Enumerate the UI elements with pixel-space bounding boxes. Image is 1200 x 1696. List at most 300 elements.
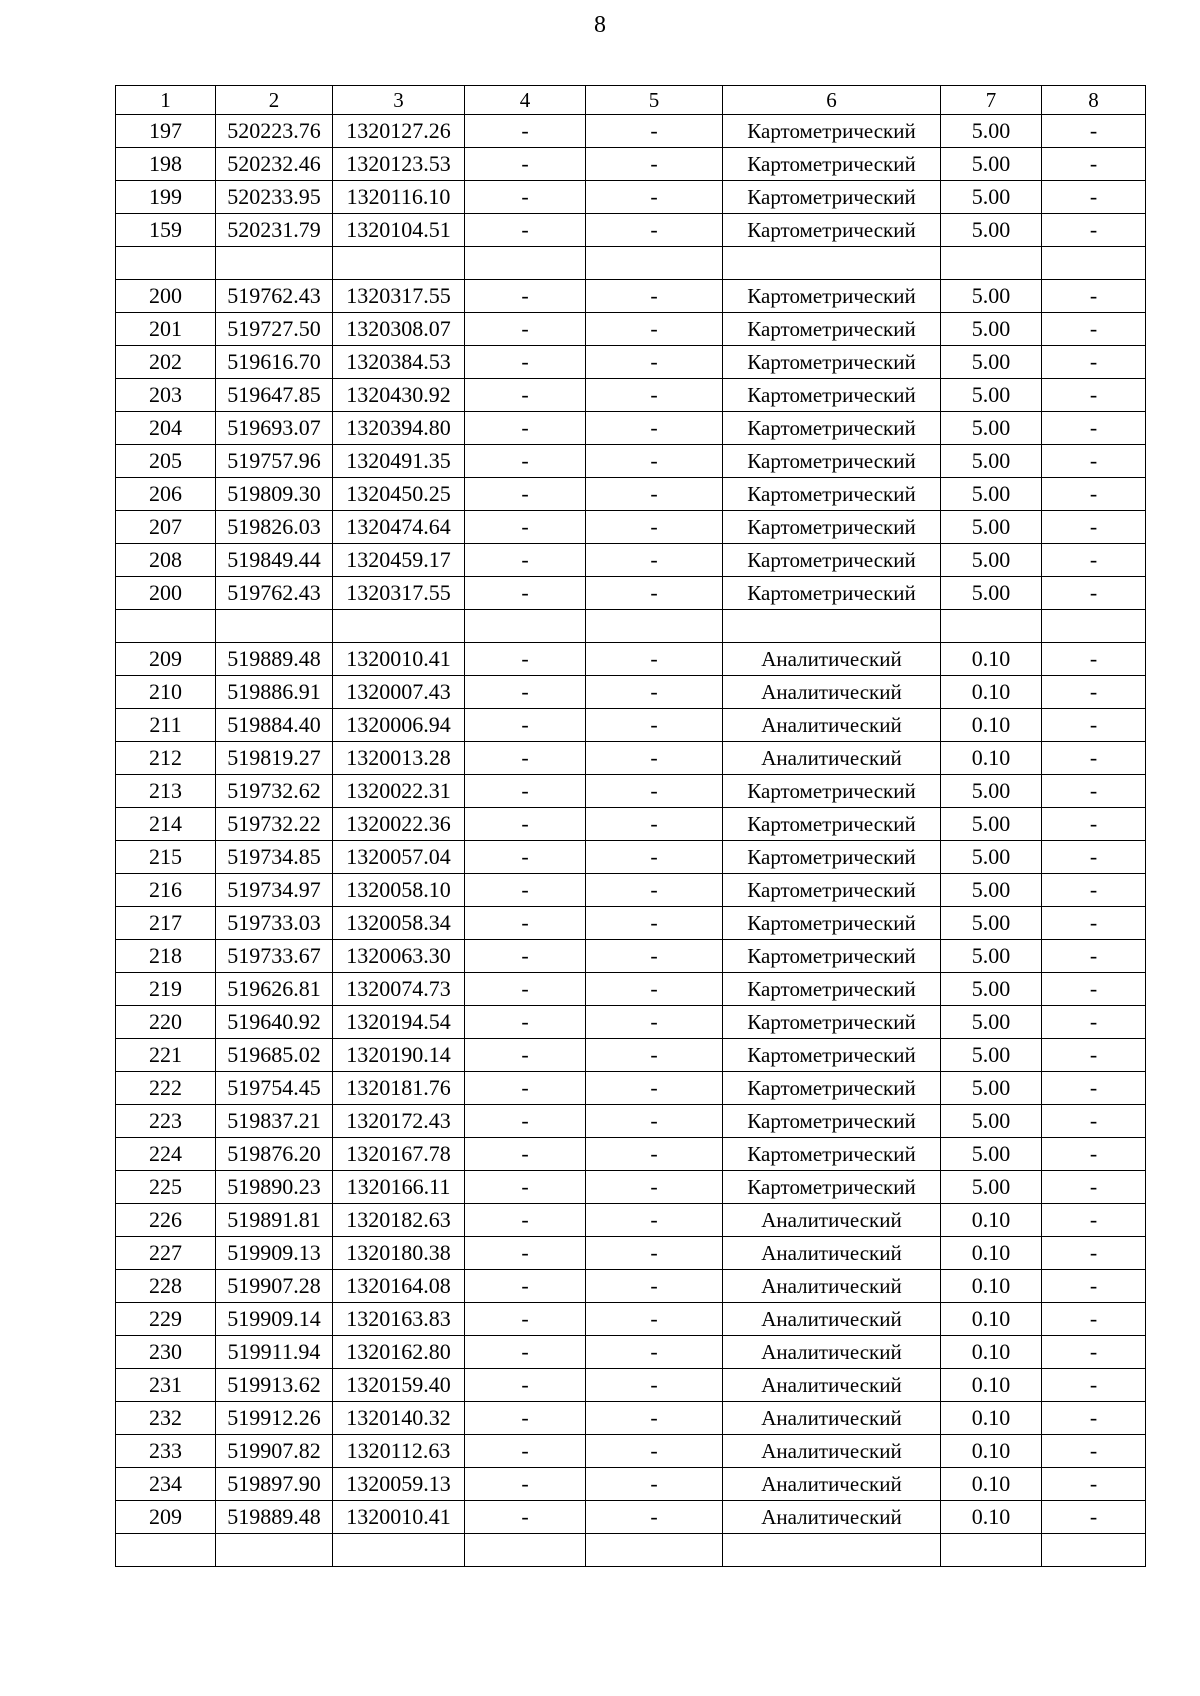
y-coordinate-cell: 1320180.38 bbox=[333, 1237, 465, 1270]
col8-cell: - bbox=[1042, 808, 1146, 841]
col8-cell: - bbox=[1042, 412, 1146, 445]
col4-cell: - bbox=[465, 676, 586, 709]
y-coordinate-cell: 1320394.80 bbox=[333, 412, 465, 445]
accuracy-cell: 5.00 bbox=[941, 544, 1042, 577]
col8-cell: - bbox=[1042, 1336, 1146, 1369]
col5-cell: - bbox=[586, 412, 723, 445]
x-coordinate-cell bbox=[216, 247, 333, 280]
x-coordinate-cell bbox=[216, 610, 333, 643]
col8-cell: - bbox=[1042, 1303, 1146, 1336]
table-row bbox=[116, 742, 1146, 775]
column-header-5: 5 bbox=[586, 86, 723, 115]
col4-cell: - bbox=[465, 940, 586, 973]
table-row bbox=[116, 1336, 1146, 1369]
y-coordinate-cell: 1320430.92 bbox=[333, 379, 465, 412]
point-number-cell: 215 bbox=[116, 841, 216, 874]
col4-cell: - bbox=[465, 709, 586, 742]
col8-cell: - bbox=[1042, 379, 1146, 412]
x-coordinate-cell: 519889.48 bbox=[216, 643, 333, 676]
col8-cell: - bbox=[1042, 742, 1146, 775]
col8-cell: - bbox=[1042, 346, 1146, 379]
col4-cell: - bbox=[465, 1468, 586, 1501]
col5-cell: - bbox=[586, 709, 723, 742]
col5-cell bbox=[586, 610, 723, 643]
y-coordinate-cell: 1320159.40 bbox=[333, 1369, 465, 1402]
x-coordinate-cell: 519819.27 bbox=[216, 742, 333, 775]
table-row bbox=[116, 1501, 1146, 1534]
coordinates-table bbox=[115, 85, 1146, 1567]
point-number-cell: 222 bbox=[116, 1072, 216, 1105]
x-coordinate-cell: 519626.81 bbox=[216, 973, 333, 1006]
y-coordinate-cell: 1320057.04 bbox=[333, 841, 465, 874]
accuracy-cell: 5.00 bbox=[941, 115, 1042, 148]
col8-cell: - bbox=[1042, 214, 1146, 247]
point-number-cell: 221 bbox=[116, 1039, 216, 1072]
method-cell: Аналитический bbox=[723, 1303, 941, 1336]
point-number-cell: 202 bbox=[116, 346, 216, 379]
col8-cell: - bbox=[1042, 313, 1146, 346]
table-row bbox=[116, 940, 1146, 973]
col8-cell: - bbox=[1042, 1039, 1146, 1072]
column-header-6: 6 bbox=[723, 86, 941, 115]
x-coordinate-cell: 520223.76 bbox=[216, 115, 333, 148]
x-coordinate-cell bbox=[216, 1534, 333, 1567]
col8-cell: - bbox=[1042, 643, 1146, 676]
col4-cell: - bbox=[465, 1435, 586, 1468]
col8-cell: - bbox=[1042, 1006, 1146, 1039]
method-cell: Картометрический bbox=[723, 841, 941, 874]
col5-cell bbox=[586, 1534, 723, 1567]
point-number-cell: 198 bbox=[116, 148, 216, 181]
table-row bbox=[116, 115, 1146, 148]
method-cell: Картометрический bbox=[723, 478, 941, 511]
col5-cell: - bbox=[586, 577, 723, 610]
col4-cell: - bbox=[465, 907, 586, 940]
accuracy-cell: 5.00 bbox=[941, 577, 1042, 610]
x-coordinate-cell: 519837.21 bbox=[216, 1105, 333, 1138]
col5-cell: - bbox=[586, 1468, 723, 1501]
method-cell: Картометрический bbox=[723, 511, 941, 544]
y-coordinate-cell: 1320007.43 bbox=[333, 676, 465, 709]
accuracy-cell bbox=[941, 610, 1042, 643]
col5-cell: - bbox=[586, 1171, 723, 1204]
col4-cell: - bbox=[465, 1402, 586, 1435]
x-coordinate-cell: 519734.85 bbox=[216, 841, 333, 874]
y-coordinate-cell: 1320317.55 bbox=[333, 280, 465, 313]
x-coordinate-cell: 519876.20 bbox=[216, 1138, 333, 1171]
x-coordinate-cell: 519911.94 bbox=[216, 1336, 333, 1369]
table-row bbox=[116, 973, 1146, 1006]
column-header-3: 3 bbox=[333, 86, 465, 115]
table-row bbox=[116, 1039, 1146, 1072]
x-coordinate-cell: 519909.13 bbox=[216, 1237, 333, 1270]
point-number-cell: 208 bbox=[116, 544, 216, 577]
y-coordinate-cell: 1320140.32 bbox=[333, 1402, 465, 1435]
col4-cell: - bbox=[465, 577, 586, 610]
accuracy-cell bbox=[941, 1534, 1042, 1567]
x-coordinate-cell: 519732.62 bbox=[216, 775, 333, 808]
col4-cell bbox=[465, 1534, 586, 1567]
col8-cell: - bbox=[1042, 1105, 1146, 1138]
method-cell: Аналитический bbox=[723, 1237, 941, 1270]
y-coordinate-cell: 1320164.08 bbox=[333, 1270, 465, 1303]
accuracy-cell: 0.10 bbox=[941, 1336, 1042, 1369]
table-row bbox=[116, 1237, 1146, 1270]
accuracy-cell: 5.00 bbox=[941, 1105, 1042, 1138]
col8-cell: - bbox=[1042, 511, 1146, 544]
col5-cell: - bbox=[586, 1501, 723, 1534]
table-row bbox=[116, 544, 1146, 577]
x-coordinate-cell: 519732.22 bbox=[216, 808, 333, 841]
accuracy-cell: 0.10 bbox=[941, 1369, 1042, 1402]
col8-cell: - bbox=[1042, 280, 1146, 313]
y-coordinate-cell bbox=[333, 247, 465, 280]
col8-cell: - bbox=[1042, 1369, 1146, 1402]
y-coordinate-cell: 1320450.25 bbox=[333, 478, 465, 511]
accuracy-cell: 5.00 bbox=[941, 1039, 1042, 1072]
table-row bbox=[116, 775, 1146, 808]
col4-cell: - bbox=[465, 148, 586, 181]
point-number-cell bbox=[116, 247, 216, 280]
y-coordinate-cell: 1320459.17 bbox=[333, 544, 465, 577]
x-coordinate-cell: 519897.90 bbox=[216, 1468, 333, 1501]
point-number-cell: 226 bbox=[116, 1204, 216, 1237]
x-coordinate-cell: 519809.30 bbox=[216, 478, 333, 511]
col5-cell: - bbox=[586, 973, 723, 1006]
point-number-cell: 220 bbox=[116, 1006, 216, 1039]
table-row bbox=[116, 1468, 1146, 1501]
y-coordinate-cell: 1320074.73 bbox=[333, 973, 465, 1006]
col5-cell: - bbox=[586, 1105, 723, 1138]
method-cell: Картометрический bbox=[723, 1138, 941, 1171]
method-cell: Аналитический bbox=[723, 676, 941, 709]
table-row bbox=[116, 1402, 1146, 1435]
method-cell: Аналитический bbox=[723, 1369, 941, 1402]
method-cell: Картометрический bbox=[723, 1171, 941, 1204]
accuracy-cell: 5.00 bbox=[941, 280, 1042, 313]
col4-cell: - bbox=[465, 1072, 586, 1105]
accuracy-cell: 5.00 bbox=[941, 907, 1042, 940]
point-number-cell: 234 bbox=[116, 1468, 216, 1501]
col4-cell bbox=[465, 610, 586, 643]
x-coordinate-cell: 519889.48 bbox=[216, 1501, 333, 1534]
col4-cell: - bbox=[465, 1237, 586, 1270]
point-number-cell: 209 bbox=[116, 1501, 216, 1534]
accuracy-cell: 0.10 bbox=[941, 1468, 1042, 1501]
accuracy-cell: 0.10 bbox=[941, 709, 1042, 742]
y-coordinate-cell: 1320194.54 bbox=[333, 1006, 465, 1039]
table-row bbox=[116, 709, 1146, 742]
point-number-cell: 200 bbox=[116, 577, 216, 610]
col5-cell: - bbox=[586, 379, 723, 412]
point-number-cell: 233 bbox=[116, 1435, 216, 1468]
table-row bbox=[116, 1072, 1146, 1105]
point-number-cell: 227 bbox=[116, 1237, 216, 1270]
point-number-cell: 201 bbox=[116, 313, 216, 346]
table-row bbox=[116, 1105, 1146, 1138]
col5-cell: - bbox=[586, 775, 723, 808]
accuracy-cell: 5.00 bbox=[941, 841, 1042, 874]
table-row bbox=[116, 1006, 1146, 1039]
y-coordinate-cell: 1320006.94 bbox=[333, 709, 465, 742]
method-cell: Аналитический bbox=[723, 1501, 941, 1534]
method-cell: Картометрический bbox=[723, 280, 941, 313]
y-coordinate-cell: 1320022.36 bbox=[333, 808, 465, 841]
col5-cell: - bbox=[586, 1435, 723, 1468]
method-cell bbox=[723, 610, 941, 643]
col5-cell: - bbox=[586, 1237, 723, 1270]
table-row bbox=[116, 1303, 1146, 1336]
x-coordinate-cell: 519909.14 bbox=[216, 1303, 333, 1336]
col5-cell: - bbox=[586, 478, 723, 511]
y-coordinate-cell: 1320190.14 bbox=[333, 1039, 465, 1072]
col4-cell: - bbox=[465, 544, 586, 577]
col5-cell: - bbox=[586, 874, 723, 907]
point-number-cell bbox=[116, 610, 216, 643]
col4-cell: - bbox=[465, 874, 586, 907]
col4-cell: - bbox=[465, 973, 586, 1006]
table-header-row bbox=[116, 86, 1146, 115]
col8-cell: - bbox=[1042, 1468, 1146, 1501]
col4-cell: - bbox=[465, 841, 586, 874]
col4-cell: - bbox=[465, 1336, 586, 1369]
table-row bbox=[116, 181, 1146, 214]
table-row bbox=[116, 247, 1146, 280]
y-coordinate-cell: 1320013.28 bbox=[333, 742, 465, 775]
method-cell: Картометрический bbox=[723, 808, 941, 841]
table-row bbox=[116, 1138, 1146, 1171]
table-row bbox=[116, 445, 1146, 478]
y-coordinate-cell: 1320172.43 bbox=[333, 1105, 465, 1138]
table-row bbox=[116, 313, 1146, 346]
y-coordinate-cell bbox=[333, 610, 465, 643]
col4-cell: - bbox=[465, 1204, 586, 1237]
col5-cell: - bbox=[586, 346, 723, 379]
point-number-cell: 212 bbox=[116, 742, 216, 775]
column-header-1: 1 bbox=[116, 86, 216, 115]
method-cell: Картометрический bbox=[723, 379, 941, 412]
point-number-cell: 214 bbox=[116, 808, 216, 841]
accuracy-cell: 5.00 bbox=[941, 808, 1042, 841]
col4-cell: - bbox=[465, 808, 586, 841]
col5-cell: - bbox=[586, 1138, 723, 1171]
table-row bbox=[116, 808, 1146, 841]
col8-cell: - bbox=[1042, 709, 1146, 742]
col8-cell bbox=[1042, 610, 1146, 643]
col5-cell: - bbox=[586, 808, 723, 841]
point-number-cell: 217 bbox=[116, 907, 216, 940]
accuracy-cell: 5.00 bbox=[941, 214, 1042, 247]
point-number-cell bbox=[116, 1534, 216, 1567]
method-cell: Аналитический bbox=[723, 1402, 941, 1435]
x-coordinate-cell: 519884.40 bbox=[216, 709, 333, 742]
column-header-8: 8 bbox=[1042, 86, 1146, 115]
method-cell: Картометрический bbox=[723, 907, 941, 940]
table-row bbox=[116, 346, 1146, 379]
accuracy-cell: 5.00 bbox=[941, 412, 1042, 445]
col4-cell: - bbox=[465, 181, 586, 214]
table-row bbox=[116, 676, 1146, 709]
y-coordinate-cell: 1320166.11 bbox=[333, 1171, 465, 1204]
x-coordinate-cell: 520231.79 bbox=[216, 214, 333, 247]
col4-cell: - bbox=[465, 214, 586, 247]
accuracy-cell: 5.00 bbox=[941, 775, 1042, 808]
col8-cell: - bbox=[1042, 775, 1146, 808]
table-row bbox=[116, 1369, 1146, 1402]
x-coordinate-cell: 519912.26 bbox=[216, 1402, 333, 1435]
col8-cell: - bbox=[1042, 1501, 1146, 1534]
point-number-cell: 232 bbox=[116, 1402, 216, 1435]
accuracy-cell: 5.00 bbox=[941, 1006, 1042, 1039]
method-cell: Картометрический bbox=[723, 775, 941, 808]
accuracy-cell: 5.00 bbox=[941, 181, 1042, 214]
table-row bbox=[116, 874, 1146, 907]
point-number-cell: 225 bbox=[116, 1171, 216, 1204]
method-cell: Картометрический bbox=[723, 1006, 941, 1039]
col8-cell: - bbox=[1042, 973, 1146, 1006]
point-number-cell: 209 bbox=[116, 643, 216, 676]
accuracy-cell: 5.00 bbox=[941, 478, 1042, 511]
x-coordinate-cell: 519891.81 bbox=[216, 1204, 333, 1237]
col5-cell: - bbox=[586, 907, 723, 940]
col4-cell: - bbox=[465, 1138, 586, 1171]
point-number-cell: 199 bbox=[116, 181, 216, 214]
accuracy-cell: 0.10 bbox=[941, 1270, 1042, 1303]
col4-cell: - bbox=[465, 1006, 586, 1039]
accuracy-cell: 0.10 bbox=[941, 676, 1042, 709]
col8-cell: - bbox=[1042, 148, 1146, 181]
table-row bbox=[116, 511, 1146, 544]
point-number-cell: 211 bbox=[116, 709, 216, 742]
table-row bbox=[116, 643, 1146, 676]
y-coordinate-cell: 1320010.41 bbox=[333, 1501, 465, 1534]
point-number-cell: 219 bbox=[116, 973, 216, 1006]
col5-cell bbox=[586, 247, 723, 280]
col4-cell: - bbox=[465, 346, 586, 379]
point-number-cell: 207 bbox=[116, 511, 216, 544]
y-coordinate-cell: 1320182.63 bbox=[333, 1204, 465, 1237]
col5-cell: - bbox=[586, 445, 723, 478]
accuracy-cell: 5.00 bbox=[941, 379, 1042, 412]
x-coordinate-cell: 519616.70 bbox=[216, 346, 333, 379]
col8-cell: - bbox=[1042, 841, 1146, 874]
col4-cell: - bbox=[465, 1369, 586, 1402]
x-coordinate-cell: 519693.07 bbox=[216, 412, 333, 445]
y-coordinate-cell bbox=[333, 1534, 465, 1567]
col8-cell: - bbox=[1042, 577, 1146, 610]
col4-cell: - bbox=[465, 280, 586, 313]
col4-cell: - bbox=[465, 1105, 586, 1138]
y-coordinate-cell: 1320059.13 bbox=[333, 1468, 465, 1501]
table-row bbox=[116, 577, 1146, 610]
y-coordinate-cell: 1320127.26 bbox=[333, 115, 465, 148]
col5-cell: - bbox=[586, 544, 723, 577]
y-coordinate-cell: 1320010.41 bbox=[333, 643, 465, 676]
table-row bbox=[116, 1204, 1146, 1237]
y-coordinate-cell: 1320116.10 bbox=[333, 181, 465, 214]
col5-cell: - bbox=[586, 676, 723, 709]
col5-cell: - bbox=[586, 148, 723, 181]
y-coordinate-cell: 1320112.63 bbox=[333, 1435, 465, 1468]
point-number-cell: 206 bbox=[116, 478, 216, 511]
accuracy-cell: 0.10 bbox=[941, 1435, 1042, 1468]
col5-cell: - bbox=[586, 1270, 723, 1303]
col5-cell: - bbox=[586, 742, 723, 775]
col4-cell: - bbox=[465, 1303, 586, 1336]
point-number-cell: 159 bbox=[116, 214, 216, 247]
table-row bbox=[116, 841, 1146, 874]
x-coordinate-cell: 519762.43 bbox=[216, 280, 333, 313]
table-row bbox=[116, 214, 1146, 247]
col8-cell: - bbox=[1042, 1204, 1146, 1237]
method-cell: Картометрический bbox=[723, 940, 941, 973]
x-coordinate-cell: 520232.46 bbox=[216, 148, 333, 181]
table-row bbox=[116, 1171, 1146, 1204]
col5-cell: - bbox=[586, 841, 723, 874]
y-coordinate-cell: 1320162.80 bbox=[333, 1336, 465, 1369]
col8-cell: - bbox=[1042, 1237, 1146, 1270]
point-number-cell: 216 bbox=[116, 874, 216, 907]
column-header-2: 2 bbox=[216, 86, 333, 115]
col5-cell: - bbox=[586, 181, 723, 214]
point-number-cell: 205 bbox=[116, 445, 216, 478]
x-coordinate-cell: 519826.03 bbox=[216, 511, 333, 544]
point-number-cell: 200 bbox=[116, 280, 216, 313]
table-row bbox=[116, 1435, 1146, 1468]
point-number-cell: 218 bbox=[116, 940, 216, 973]
method-cell: Картометрический bbox=[723, 181, 941, 214]
accuracy-cell: 0.10 bbox=[941, 1303, 1042, 1336]
col4-cell: - bbox=[465, 511, 586, 544]
col8-cell: - bbox=[1042, 445, 1146, 478]
col5-cell: - bbox=[586, 1402, 723, 1435]
accuracy-cell: 5.00 bbox=[941, 313, 1042, 346]
col5-cell: - bbox=[586, 1072, 723, 1105]
point-number-cell: 204 bbox=[116, 412, 216, 445]
table-row bbox=[116, 1534, 1146, 1567]
x-coordinate-cell: 519913.62 bbox=[216, 1369, 333, 1402]
col5-cell: - bbox=[586, 511, 723, 544]
accuracy-cell: 0.10 bbox=[941, 1402, 1042, 1435]
col5-cell: - bbox=[586, 313, 723, 346]
x-coordinate-cell: 519754.45 bbox=[216, 1072, 333, 1105]
y-coordinate-cell: 1320163.83 bbox=[333, 1303, 465, 1336]
x-coordinate-cell: 519647.85 bbox=[216, 379, 333, 412]
col8-cell: - bbox=[1042, 181, 1146, 214]
method-cell bbox=[723, 247, 941, 280]
x-coordinate-cell: 519886.91 bbox=[216, 676, 333, 709]
col8-cell: - bbox=[1042, 907, 1146, 940]
point-number-cell: 229 bbox=[116, 1303, 216, 1336]
x-coordinate-cell: 520233.95 bbox=[216, 181, 333, 214]
accuracy-cell: 5.00 bbox=[941, 346, 1042, 379]
col8-cell: - bbox=[1042, 1402, 1146, 1435]
x-coordinate-cell: 519733.03 bbox=[216, 907, 333, 940]
col5-cell: - bbox=[586, 940, 723, 973]
col4-cell: - bbox=[465, 1171, 586, 1204]
method-cell: Аналитический bbox=[723, 1336, 941, 1369]
col5-cell: - bbox=[586, 280, 723, 313]
accuracy-cell: 5.00 bbox=[941, 940, 1042, 973]
method-cell: Картометрический bbox=[723, 874, 941, 907]
method-cell: Картометрический bbox=[723, 115, 941, 148]
col5-cell: - bbox=[586, 1204, 723, 1237]
point-number-cell: 210 bbox=[116, 676, 216, 709]
col5-cell: - bbox=[586, 115, 723, 148]
method-cell bbox=[723, 1534, 941, 1567]
col4-cell: - bbox=[465, 1039, 586, 1072]
col4-cell bbox=[465, 247, 586, 280]
